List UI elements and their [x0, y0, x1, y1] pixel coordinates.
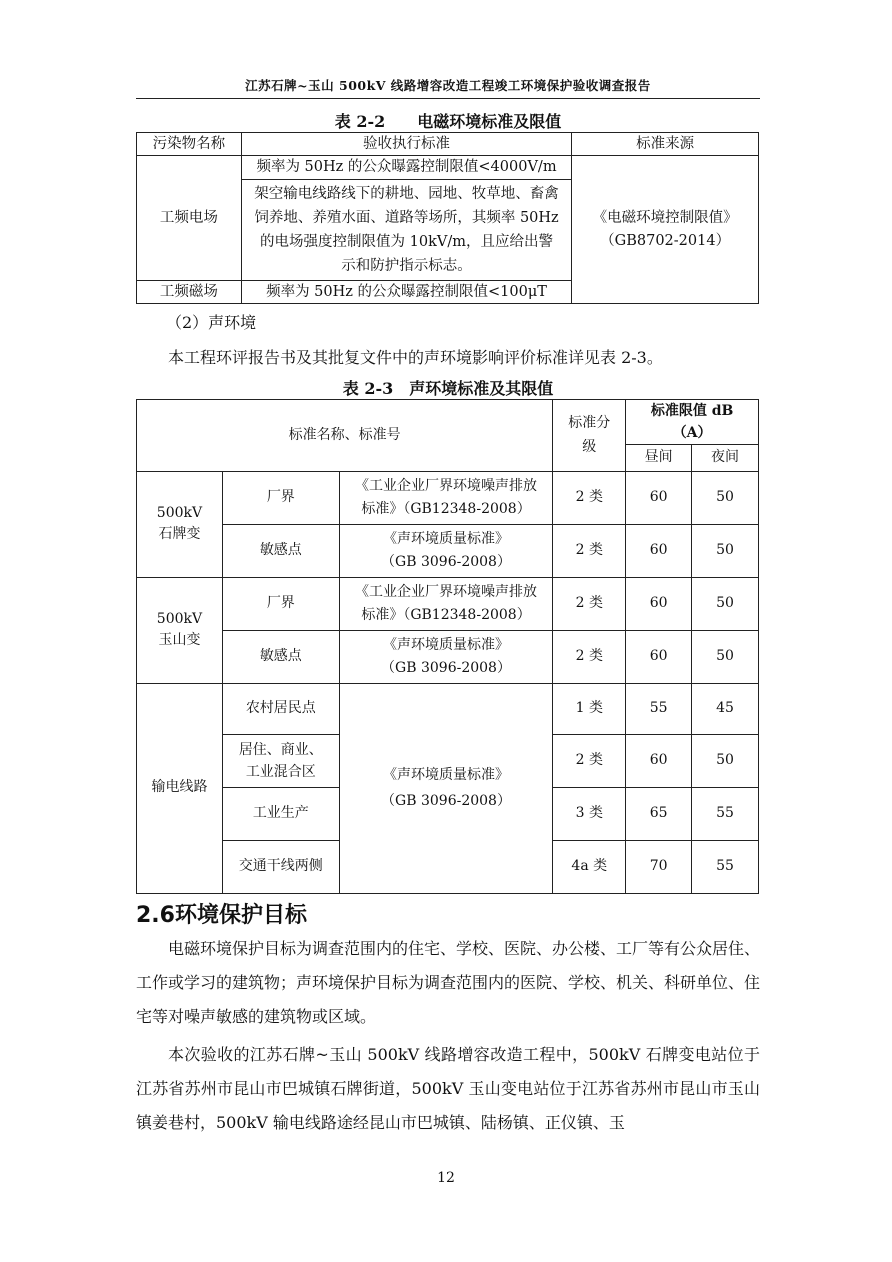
class-cell: 3 类 — [553, 787, 626, 840]
pollutant-name: 工频磁场 — [137, 280, 242, 303]
standard-cell: 《工业企业厂界环境噪声排放标准》（GB12348-2008） — [339, 577, 553, 630]
header-cell: 标准分级 — [553, 400, 626, 472]
night-limit: 50 — [692, 577, 759, 630]
page-number: 12 — [437, 1170, 455, 1186]
class-cell: 1 类 — [553, 683, 626, 734]
paragraph: 本次验收的江苏石牌~玉山 500kV 线路增容改造工程中，500kV 石牌变电站位于江苏省苏州市昆山市巴城镇石牌街道，500kV 玉山变电站位于江苏省苏州市昆山市玉山镇姜巷村，500kV 输电线路途经昆山市巴城镇、陆杨镇、正仪镇、玉 — [136, 1045, 760, 1132]
table-2-2-caption: 表 2-2 电磁环境标准及限值 — [334, 112, 562, 131]
table-row — [137, 156, 759, 179]
standard-cell: 频率为 50Hz 的公众曝露控制限值<100μT — [241, 280, 571, 303]
night-limit: 50 — [692, 734, 759, 787]
site-name: 500kV 石牌变 — [137, 471, 223, 577]
header-cell: 标准来源 — [572, 133, 759, 156]
site-subcategory: 敏感点 — [222, 630, 339, 683]
day-limit: 60 — [626, 577, 692, 630]
class-cell: 2 类 — [553, 524, 626, 577]
pollutant-name: 工频电场 — [137, 156, 242, 280]
site-subcategory: 厂界 — [222, 471, 339, 524]
emf-standards-table — [136, 132, 759, 304]
night-limit: 50 — [692, 471, 759, 524]
standard-cell: 《声环境质量标准》（GB 3096-2008） — [339, 630, 553, 683]
day-limit: 60 — [626, 524, 692, 577]
day-limit: 65 — [626, 787, 692, 840]
day-limit: 70 — [626, 840, 692, 893]
running-header: 江苏石牌~玉山 500kV 线路增容改造工程竣工环境保护验收调查报告 — [245, 78, 651, 93]
site-subcategory: 农村居民点 — [222, 683, 339, 734]
class-cell: 2 类 — [553, 471, 626, 524]
class-cell: 2 类 — [553, 630, 626, 683]
header-rule — [136, 98, 760, 99]
sound-env-heading: （2）声环境 — [166, 313, 257, 332]
standard-cell: 《声环境质量标准》（GB 3096-2008） — [339, 683, 553, 893]
site-name: 输电线路 — [137, 683, 223, 893]
paragraph: 电磁环境保护目标为调查范围内的住宅、学校、医院、办公楼、工厂等有公众居住、工作或学习的建筑物；声环境保护目标为调查范围内的医院、学校、机关、科研单位、住宅等对噪声敏感的建筑物或区域。 — [136, 939, 761, 1026]
site-subcategory: 工业生产 — [222, 787, 339, 840]
header-cell: 验收执行标准 — [241, 133, 571, 156]
standard-cell: 频率为 50Hz 的公众曝露控制限值<4000V/m — [241, 156, 571, 179]
table-row — [137, 577, 759, 630]
table-2-3-caption: 表 2-3 声环境标准及其限值 — [342, 379, 554, 398]
standard-cell: 架空输电线路线下的耕地、园地、牧草地、畜禽饲养地、养殖水面、道路等场所，其频率 50Hz 的电场强度控制限值为 10kV/m，且应给出警示和防护指示标志。 — [241, 179, 571, 280]
class-cell: 4a 类 — [553, 840, 626, 893]
table-row — [137, 524, 759, 577]
night-limit: 55 — [692, 787, 759, 840]
standard-cell: 《声环境质量标准》（GB 3096-2008） — [339, 524, 553, 577]
day-limit: 55 — [626, 683, 692, 734]
standard-source: 《电磁环境控制限值》（GB8702-2014） — [572, 156, 759, 304]
class-cell: 2 类 — [553, 577, 626, 630]
sound-env-intro: 本工程环评报告书及其批复文件中的声环境影响评价标准详见表 2-3。 — [168, 348, 663, 367]
night-limit: 55 — [692, 840, 759, 893]
site-subcategory: 居住、商业、工业混合区 — [222, 734, 339, 787]
site-subcategory: 敏感点 — [222, 524, 339, 577]
night-limit: 50 — [692, 524, 759, 577]
header-cell: 污染物名称 — [137, 133, 242, 156]
day-limit: 60 — [626, 630, 692, 683]
table-row — [137, 683, 759, 734]
table-header-row — [137, 400, 759, 445]
table-header-row — [137, 133, 759, 156]
site-subcategory: 厂界 — [222, 577, 339, 630]
section-title: 2.6环境保护目标 — [136, 903, 307, 928]
class-cell: 2 类 — [553, 734, 626, 787]
table-row — [137, 630, 759, 683]
header-cell: 标准名称、标准号 — [137, 400, 553, 472]
table-row — [137, 471, 759, 524]
header-cell: 夜间 — [692, 445, 759, 472]
site-subcategory: 交通干线两侧 — [222, 840, 339, 893]
header-cell: 昼间 — [626, 445, 692, 472]
header-cell: 标准限值 dB（A） — [626, 400, 759, 445]
noise-standards-table — [136, 399, 759, 894]
night-limit: 50 — [692, 630, 759, 683]
day-limit: 60 — [626, 734, 692, 787]
day-limit: 60 — [626, 471, 692, 524]
night-limit: 45 — [692, 683, 759, 734]
standard-cell: 《工业企业厂界环境噪声排放标准》（GB12348-2008） — [339, 471, 553, 524]
site-name: 500kV 玉山变 — [137, 577, 223, 683]
